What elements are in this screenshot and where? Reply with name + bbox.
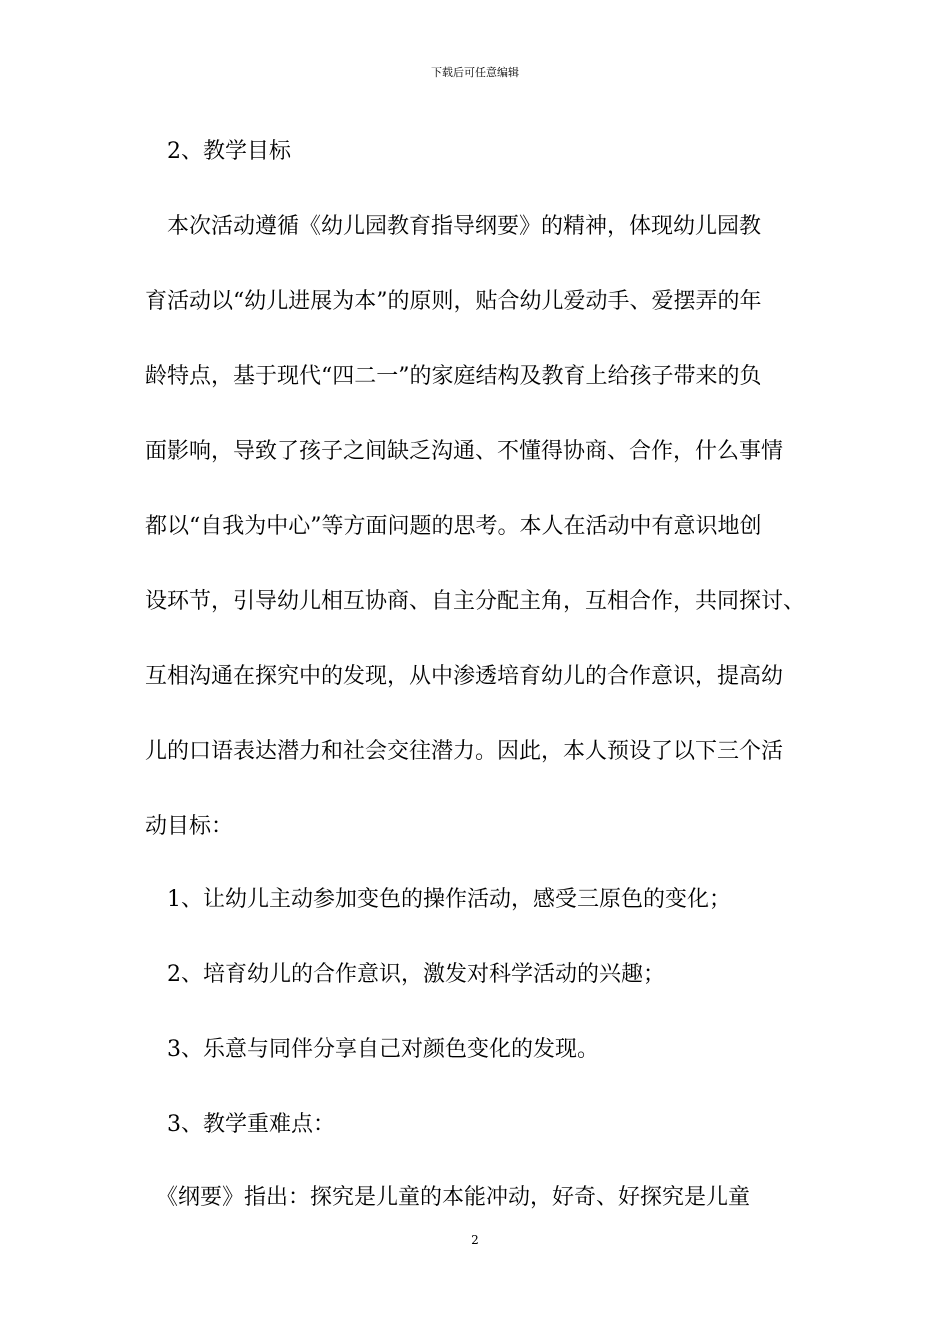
page-number: 2 xyxy=(471,1233,479,1247)
paragraph-line: 育活动以“幼儿进展为本”的原则，贴合幼儿爱动手、爱摆弄的年 xyxy=(145,289,762,314)
paragraph-line: 《纲要》指出：探究是儿童的本能冲动，好奇、好探究是儿童 xyxy=(145,1185,751,1210)
section-heading-key-points: 3、教学重难点： xyxy=(145,1112,335,1137)
section-heading-teaching-goals: 2、教学目标 xyxy=(145,139,291,164)
paragraph-line: 互相沟通在探究中的发现，从中渗透培育幼儿的合作意识，提高幼 xyxy=(145,664,784,689)
paragraph-line: 动目标： xyxy=(145,814,234,839)
goal-item-3: 3、乐意与同伴分享自己对颜色变化的发现。 xyxy=(145,1037,599,1062)
paragraph-line: 设环节，引导幼儿相互协商、自主分配主角，互相合作，共同探讨、 xyxy=(145,589,806,614)
page-header: 下载后可任意编辑 xyxy=(431,66,519,79)
goal-item-2: 2、培育幼儿的合作意识，激发对科学活动的兴趣； xyxy=(145,962,665,987)
goal-item-1: 1、让幼儿主动参加变色的操作活动，感受三原色的变化； xyxy=(145,887,731,912)
paragraph-line: 本次活动遵循《幼儿园教育指导纲要》的精神，体现幼儿园教 xyxy=(145,214,762,239)
paragraph-line: 面影响，导致了孩子之间缺乏沟通、不懂得协商、合作，什么事情 xyxy=(145,439,784,464)
paragraph-line: 龄特点，基于现代“四二一”的家庭结构及教育上给孩子带来的负 xyxy=(145,364,762,389)
paragraph-line: 都以“自我为中心”等方面问题的思考。本人在活动中有意识地创 xyxy=(145,514,762,539)
paragraph-line: 儿的口语表达潜力和社会交往潜力。因此，本人预设了以下三个活 xyxy=(145,739,784,764)
